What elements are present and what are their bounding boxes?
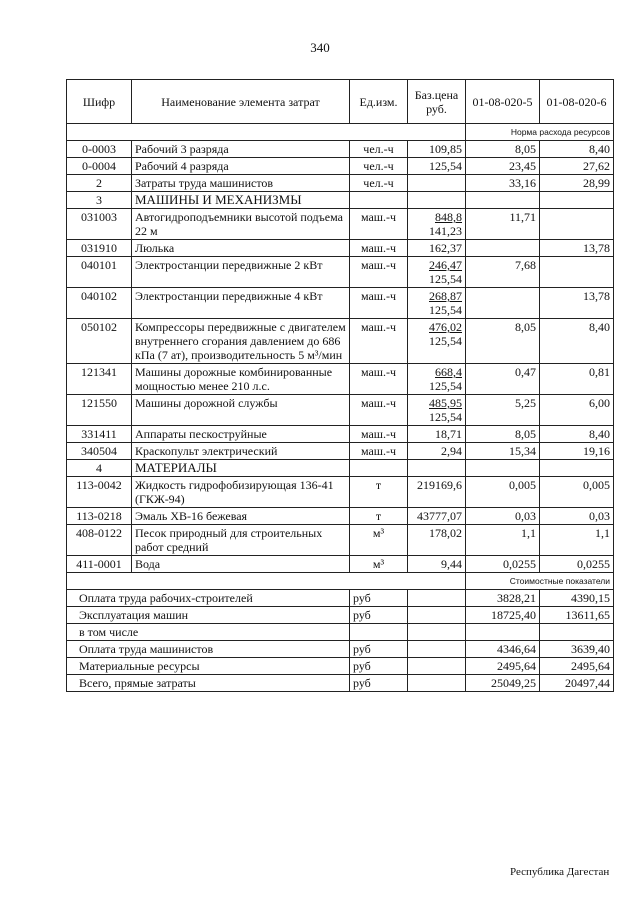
resource-name: Жидкость гидрофобизирующая 136-41 (ГКЖ-94) [132,477,350,508]
summary-col2 [540,624,614,641]
norm-col2: 0,81 [540,364,614,395]
norm-col1 [466,460,540,477]
resource-unit [350,192,408,209]
summary-row [67,675,614,692]
summary-label: Материальные ресурсы [67,658,350,675]
summary-price [408,607,466,624]
resource-unit: т [350,508,408,525]
resource-norms-table [66,79,614,692]
resource-code: 031003 [67,209,132,240]
norm-col2 [540,209,614,240]
summary-unit: руб [350,641,408,658]
table-row [67,426,614,443]
resource-unit: маш.-ч [350,209,408,240]
resource-unit: м³ [350,556,408,573]
subheader-spacer [67,573,466,590]
resource-code: 113-0042 [67,477,132,508]
table-header-row [67,80,614,124]
summary-col2: 3639,40 [540,641,614,658]
resource-name: Аппараты пескоструйные [132,426,350,443]
resource-name: Электростанции передвижные 4 кВт [132,288,350,319]
table-row [67,141,614,158]
norm-col1: 0,47 [466,364,540,395]
table-body [67,124,614,692]
norm-col2 [540,460,614,477]
resource-code: 121341 [67,364,132,395]
header-price: Баз.цена руб. [408,80,466,124]
resource-name: Вода [132,556,350,573]
resource-unit: чел.-ч [350,158,408,175]
norm-col1 [466,240,540,257]
summary-col2: 4390,15 [540,590,614,607]
norm-col1: 33,16 [466,175,540,192]
norm-col1: 8,05 [466,141,540,158]
resource-code: 121550 [67,395,132,426]
resource-name: Машины дорожные комбинированные мощностью менее 210 л.с. [132,364,350,395]
resource-code: 113-0218 [67,508,132,525]
resource-code: 031910 [67,240,132,257]
norm-col1: 0,0255 [466,556,540,573]
resource-name: Рабочий 4 разряда [132,158,350,175]
table-row [67,508,614,525]
resource-code: 0-0003 [67,141,132,158]
resource-code: 331411 [67,426,132,443]
resource-name: Песок природный для строительных работ средний [132,525,350,556]
norm-col2: 8,40 [540,426,614,443]
norm-col2: 28,99 [540,175,614,192]
resource-unit: маш.-ч [350,240,408,257]
header-col2: 01-08-020-6 [540,80,614,124]
table-row [67,443,614,460]
table-row [67,209,614,240]
resource-unit: маш.-ч [350,257,408,288]
norm-col2: 1,1 [540,525,614,556]
costs-subheader-row [67,573,614,590]
summary-row [67,658,614,675]
header-name: Наименование элемента затрат [132,80,350,124]
base-price [408,319,466,364]
header-code: Шифр [67,80,132,124]
price-value: 485,95 [429,396,462,410]
norm-col1 [466,288,540,319]
base-price: 125,54 [408,158,466,175]
resource-name: Люлька [132,240,350,257]
resource-name: Машины дорожной службы [132,395,350,426]
base-price [408,257,466,288]
resource-unit: чел.-ч [350,175,408,192]
price-value: 162,37 [429,241,462,255]
summary-col2: 13611,65 [540,607,614,624]
summary-unit: руб [350,658,408,675]
resource-name: Рабочий 3 разряда [132,141,350,158]
norm-col1: 8,05 [466,319,540,364]
base-price [408,240,466,257]
base-price [408,443,466,460]
summary-price [408,658,466,675]
summary-unit [350,624,408,641]
norm-col2: 0,005 [540,477,614,508]
norm-col2: 13,78 [540,288,614,319]
norm-col1: 15,34 [466,443,540,460]
norm-col2: 6,00 [540,395,614,426]
section-title: МАШИНЫ И МЕХАНИЗМЫ [132,192,350,209]
norm-col1: 1,1 [466,525,540,556]
price-value: 848,8 [435,210,462,224]
resource-unit: маш.-ч [350,443,408,460]
summary-label: Эксплуатация машин [67,607,350,624]
summary-col1: 4346,64 [466,641,540,658]
resource-code: 050102 [67,319,132,364]
summary-price [408,624,466,641]
resource-name: Эмаль ХВ-16 бежевая [132,508,350,525]
base-price [408,395,466,426]
footer-region: Республика Дагестан [510,866,610,878]
resource-unit: чел.-ч [350,141,408,158]
norm-col1: 0,005 [466,477,540,508]
price-value: 268,87 [429,289,462,303]
summary-col1: 3828,21 [466,590,540,607]
summary-price [408,641,466,658]
base-price: 9,44 [408,556,466,573]
norm-col1 [466,192,540,209]
norm-col1: 8,05 [466,426,540,443]
summary-row [67,607,614,624]
operator-wage-value: 125,54 [429,410,462,424]
base-price [408,192,466,209]
summary-col2: 2495,64 [540,658,614,675]
summary-col1 [466,624,540,641]
resource-name: Компрессоры передвижные с двигателем внутреннего сгорания давлением до 686 кПа (7 ат), производительность 5 м³/мин [132,319,350,364]
summary-unit: руб [350,607,408,624]
header-col1: 01-08-020-5 [466,80,540,124]
resource-code: 0-0004 [67,158,132,175]
base-price [408,364,466,395]
summary-row [67,590,614,607]
norms-subheader-row [67,124,614,141]
section-header-row [67,460,614,477]
base-price [408,426,466,443]
summary-label: Оплата труда рабочих-строителей [67,590,350,607]
resource-unit: маш.-ч [350,395,408,426]
table-row [67,556,614,573]
summary-row [67,641,614,658]
header-unit: Ед.изм. [350,80,408,124]
summary-col1: 2495,64 [466,658,540,675]
resource-unit [350,460,408,477]
page-number: 340 [310,40,330,55]
operator-wage-value: 125,54 [429,379,462,393]
table-row [67,395,614,426]
resource-code: 411-0001 [67,556,132,573]
section-header-row [67,192,614,209]
summary-col2: 20497,44 [540,675,614,692]
table-row [67,240,614,257]
norm-col1: 7,68 [466,257,540,288]
section-code: 2 [67,175,132,192]
summary-col1: 25049,25 [466,675,540,692]
norm-col1: 0,03 [466,508,540,525]
resource-code: 340504 [67,443,132,460]
table-row [67,257,614,288]
costs-subheader: Стоимостные показатели [466,573,614,590]
base-price: 178,02 [408,525,466,556]
section-code: 4 [67,460,132,477]
operator-wage-value: 125,54 [429,303,462,317]
resource-code: 040101 [67,257,132,288]
resource-code: 408-0122 [67,525,132,556]
section-title: МАТЕРИАЛЫ [132,460,350,477]
price-value: 476,02 [429,320,462,334]
summary-unit: руб [350,590,408,607]
resource-unit: т [350,477,408,508]
base-price: 219169,6 [408,477,466,508]
base-price [408,460,466,477]
summary-row [67,624,614,641]
resource-name: Автогидроподъемники высотой подъема 22 м [132,209,350,240]
resource-unit: маш.-ч [350,319,408,364]
norm-col2: 19,16 [540,443,614,460]
norm-col2 [540,192,614,209]
norm-col2 [540,257,614,288]
summary-price [408,675,466,692]
resource-unit: м³ [350,525,408,556]
summary-label: в том числе [67,624,350,641]
section-code: 3 [67,192,132,209]
base-price [408,209,466,240]
norm-col2: 27,62 [540,158,614,175]
base-price [408,175,466,192]
norm-col1: 5,25 [466,395,540,426]
norm-col2: 8,40 [540,141,614,158]
resource-name: Краскопульт электрический [132,443,350,460]
resource-unit: маш.-ч [350,288,408,319]
base-price: 109,85 [408,141,466,158]
resource-code: 040102 [67,288,132,319]
table-row [67,525,614,556]
norm-col1: 11,71 [466,209,540,240]
table-row [67,319,614,364]
operator-wage-value: 125,54 [429,334,462,348]
norm-col2: 13,78 [540,240,614,257]
operator-wage-value: 125,54 [429,272,462,286]
table-row [67,364,614,395]
norm-col1: 23,45 [466,158,540,175]
price-value: 2,94 [441,444,462,458]
resource-name: Электростанции передвижные 2 кВт [132,257,350,288]
price-value: 668,4 [435,365,462,379]
operator-wage-value: 141,23 [429,224,462,238]
base-price [408,288,466,319]
resource-unit: маш.-ч [350,426,408,443]
table-row [67,477,614,508]
base-price: 43777,07 [408,508,466,525]
summary-unit: руб [350,675,408,692]
summary-col1: 18725,40 [466,607,540,624]
price-value: 18,71 [435,427,462,441]
norms-subheader: Норма расхода ресурсов [466,124,614,141]
summary-label: Оплата труда машинистов [67,641,350,658]
norm-col2: 0,03 [540,508,614,525]
resource-name: Затраты труда машинистов [132,175,350,192]
summary-label: Всего, прямые затраты [67,675,350,692]
resource-unit: маш.-ч [350,364,408,395]
norm-col2: 8,40 [540,319,614,364]
norm-col2: 0,0255 [540,556,614,573]
price-value: 246,47 [429,258,462,272]
table-row [67,158,614,175]
operators-row [67,175,614,192]
summary-price [408,590,466,607]
table-row [67,288,614,319]
